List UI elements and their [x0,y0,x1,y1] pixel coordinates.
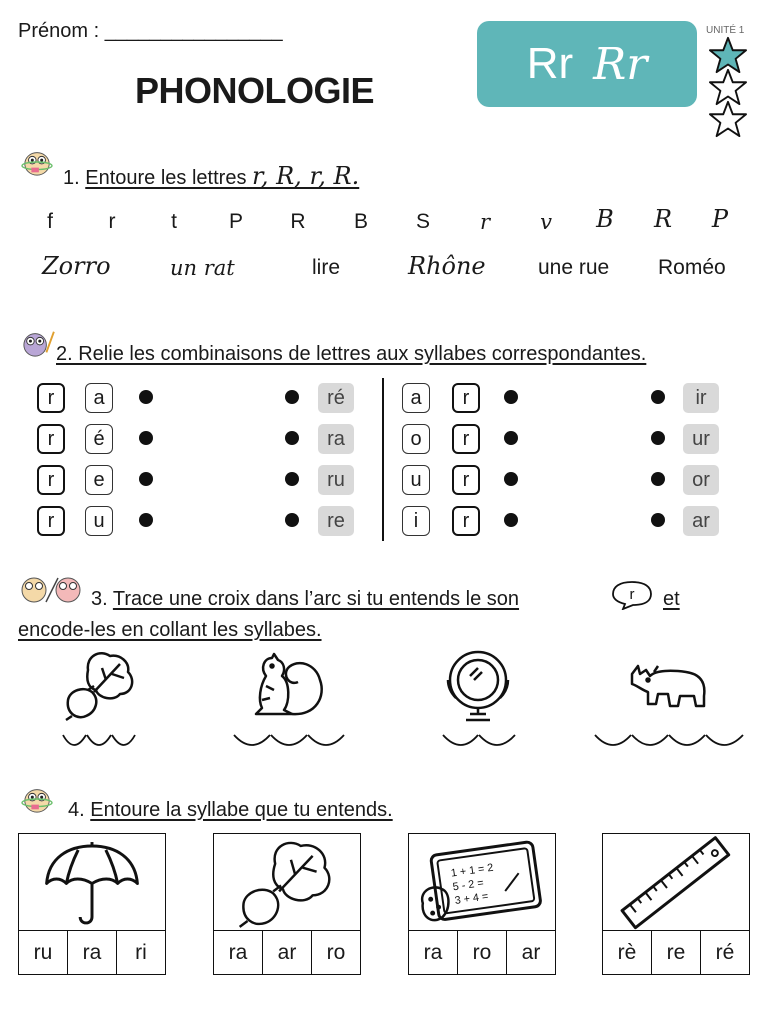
word-item[interactable]: une rue [538,256,610,279]
link-dot[interactable] [285,472,299,486]
letter-box: é [85,424,113,454]
syllable-target: ir [683,383,719,413]
rhino-icon [628,660,710,710]
speech-bubble-icon [611,580,653,610]
link-dot[interactable] [504,431,518,445]
letter-item[interactable]: f [47,210,53,233]
ex1-heading: 1. Entoure les lettres r, R, r, R. [63,162,360,190]
letter-box: o [402,424,430,454]
syllable-choice[interactable]: ra [68,931,117,974]
letter-box: u [85,506,113,536]
syllable-choice[interactable]: ra [214,931,263,974]
slate-icon [409,834,555,931]
ex3-heading-line2: encode-les en collant les syllabes. [18,619,322,641]
syllable-choice[interactable]: ro [326,940,346,964]
ex2-heading: 2. Relie les combinaisons de lettres aux syllabes correspondantes. [56,343,647,365]
link-dot[interactable] [285,431,299,445]
syllable-choice[interactable]: ro [458,931,507,974]
syllable-card [18,833,166,975]
syllable-card [408,833,556,975]
letter-box: r [452,506,480,536]
syllable-choice[interactable]: ar [521,940,541,964]
badge-print-letters: Rr [526,39,574,88]
syllable-target: re [318,506,354,536]
link-dot[interactable] [139,431,153,445]
link-dot[interactable] [285,390,299,404]
letter-box: a [85,383,113,413]
star-empty-icon [709,100,747,138]
svg-text:r: r [629,586,635,603]
syllable-choice[interactable]: ri [135,940,147,964]
letter-item[interactable]: B [353,210,368,233]
syllable-card [213,833,361,975]
syllable-choice[interactable]: ré [715,940,735,964]
link-dot[interactable] [651,431,665,445]
link-dot[interactable] [504,472,518,486]
letter-item[interactable]: S [415,210,430,233]
letter-item[interactable]: R [653,205,673,233]
syllable-target: ar [683,506,719,536]
svg-text:1 + 1 = 2: 1 + 1 = 2 [450,861,495,880]
ex3-heading-line1: 3. Trace une croix dans l’arc si tu entends le son [91,588,520,610]
letter-box: r [37,506,65,536]
column-divider [382,378,384,541]
word-item[interactable]: Rhône [408,252,486,280]
letter-item[interactable]: r [479,210,491,234]
prenom-field-label: Prénom : ________________ [18,20,283,42]
letter-box: e [85,465,113,495]
link-dot[interactable] [139,390,153,404]
syllable-arcs[interactable] [442,733,516,755]
syllable-target: or [683,465,719,495]
letter-box: r [37,383,65,413]
syllable-choice[interactable]: ar [263,931,312,974]
syllable-target: ur [683,424,719,454]
letter-item[interactable]: t [171,210,177,233]
letter-box: r [37,424,65,454]
letter-item[interactable]: r [108,210,116,233]
letter-box: a [402,383,430,413]
link-dot[interactable] [285,513,299,527]
letter-item[interactable]: P [711,205,729,233]
syllable-choice[interactable]: re [652,931,701,974]
link-dot[interactable] [139,472,153,486]
word-item[interactable]: Zorro [42,252,111,280]
letter-badge [477,21,697,107]
syllable-choice[interactable]: rè [603,931,652,974]
two-owls-icon [18,572,86,606]
owl-icon [18,328,56,358]
letter-box: r [37,465,65,495]
link-dot[interactable] [651,513,665,527]
letter-box: r [452,465,480,495]
ruler-icon [603,834,749,931]
word-item[interactable]: un rat [170,256,235,280]
link-dot[interactable] [504,390,518,404]
link-dot[interactable] [139,513,153,527]
syllable-arcs[interactable] [233,733,345,755]
svg-text:3 + 4 =: 3 + 4 = [453,890,490,908]
word-item[interactable]: lire [312,256,341,279]
syllable-arcs[interactable] [62,733,136,755]
syllable-choice[interactable]: ru [19,931,68,974]
letter-box: u [402,465,430,495]
owl-icon [18,784,56,814]
unit-label: UNITÉ 1 [706,25,745,36]
syllable-target: ra [318,424,354,454]
radish-icon [214,834,360,931]
owl-icon [18,147,56,177]
letter-item[interactable]: v [540,210,552,234]
syllable-arcs[interactable] [594,733,744,755]
syllable-card [602,833,750,975]
radish-icon [58,650,140,722]
link-dot[interactable] [651,390,665,404]
syllable-target: ré [318,383,354,413]
ex3-heading-end: et [663,588,680,610]
letter-box: i [402,506,430,536]
letter-item[interactable]: B [596,205,614,233]
umbrella-icon [19,834,165,931]
letter-box: r [452,383,480,413]
syllable-choice[interactable]: ra [409,931,458,974]
letter-box: r [452,424,480,454]
ex4-heading: 4. Entoure la syllabe que tu entends. [68,799,393,821]
link-dot[interactable] [651,472,665,486]
word-item[interactable]: Roméo [658,256,726,279]
badge-cursive-letters: Rr [593,38,648,90]
link-dot[interactable] [504,513,518,527]
mirror-icon [440,648,516,724]
svg-text:5 - 2 =: 5 - 2 = [452,877,485,894]
squirrel-icon [246,652,328,720]
page-title: PHONOLOGIE [135,70,375,111]
syllable-target: ru [318,465,354,495]
letter-item[interactable]: P [228,210,243,233]
letter-item[interactable]: R [290,210,306,233]
